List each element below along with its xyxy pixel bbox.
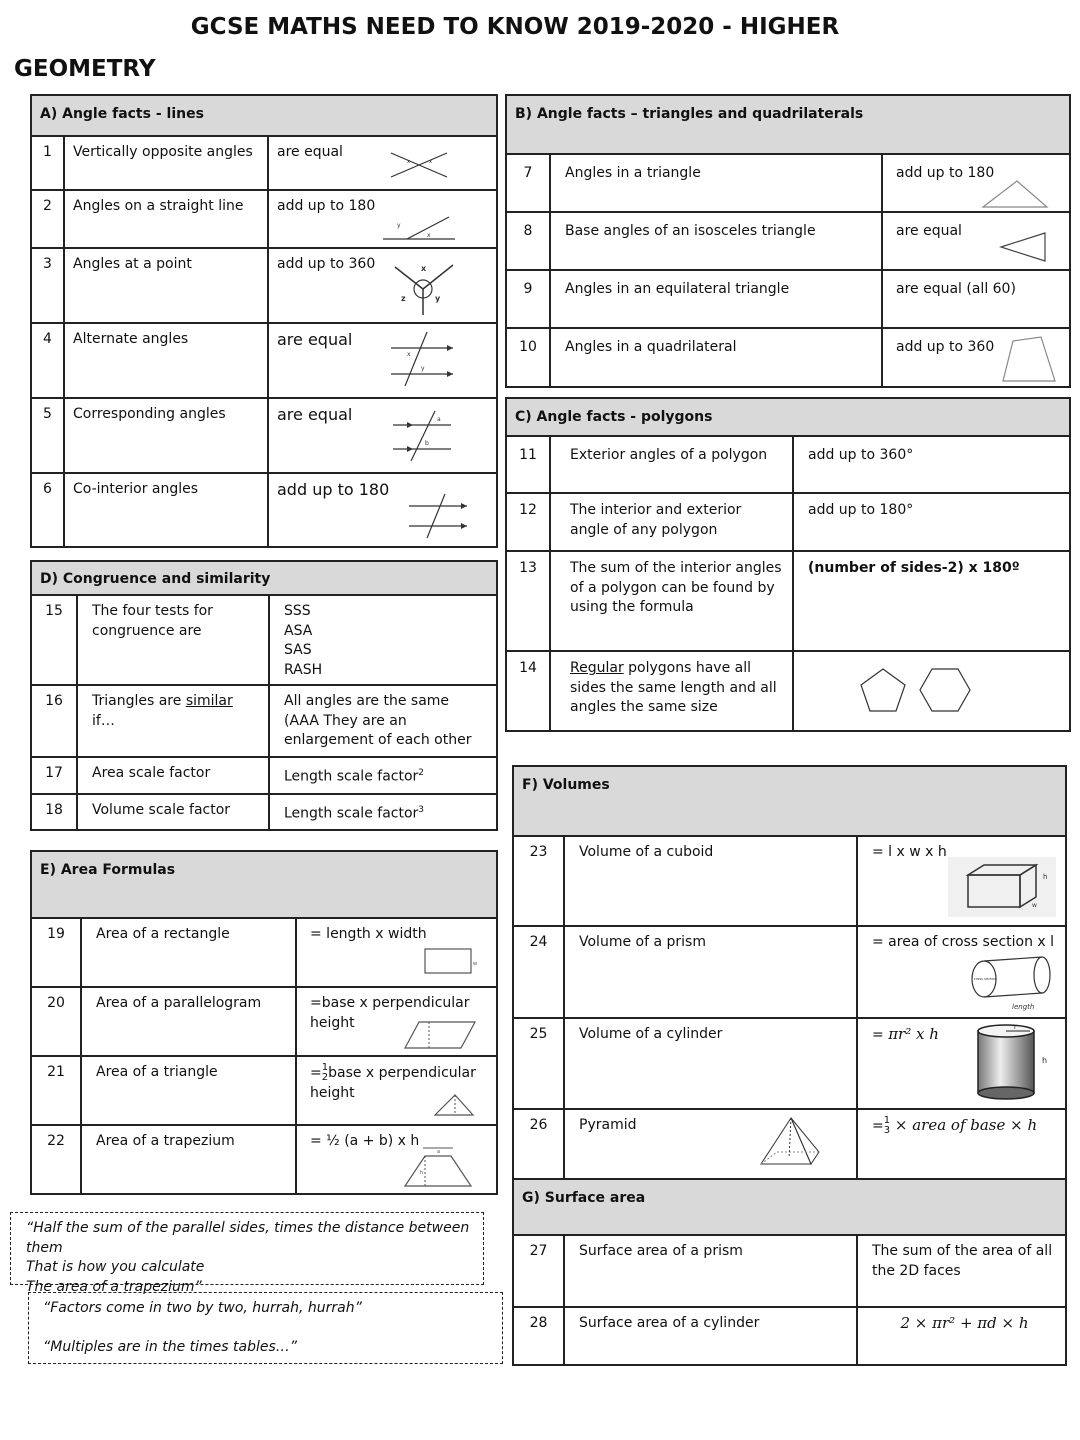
table-surface-area bbox=[512, 1178, 1067, 1366]
isosceles-triangle-icon bbox=[999, 231, 1049, 265]
table-row: 27 Surface area of a prism The sum of the area of all the 2D faces bbox=[513, 1235, 1066, 1307]
table-angle-facts-lines bbox=[30, 94, 498, 548]
svg-text:x: x bbox=[427, 232, 431, 239]
table-row: 16 Triangles are similar if… All angles are the same (AAA They are an enlargement of each other bbox=[31, 685, 497, 757]
crossing-lines-icon bbox=[389, 149, 449, 181]
table-heading: E) Area Formulas bbox=[31, 851, 497, 918]
table-row: 7 Angles in a triangle add up to 180 bbox=[506, 154, 1070, 212]
svg-text:length: length bbox=[1012, 1003, 1035, 1011]
table-row: 3 Angles at a point add up to 360 x y z bbox=[31, 248, 497, 323]
svg-text:y: y bbox=[421, 365, 425, 372]
table-row: 26 Pyramid =1 3 × area of base × h bbox=[513, 1109, 1066, 1179]
factors-rhyme-box: “Factors come in two by two, hurrah, hurrah” “Multiples are in the times tables…” bbox=[28, 1292, 503, 1364]
svg-text:b: b bbox=[425, 440, 429, 447]
table-row: 15 The four tests for congruence are SSS ASA SAS RASH bbox=[31, 595, 497, 685]
table-row: 4 Alternate angles are equal x y bbox=[31, 323, 497, 398]
svg-text:x: x bbox=[407, 351, 411, 358]
table-heading: D) Congruence and similarity bbox=[31, 561, 497, 595]
svg-text:x: x bbox=[429, 159, 432, 165]
svg-text:y: y bbox=[435, 294, 441, 303]
svg-text:r: r bbox=[1014, 1024, 1017, 1031]
parallelogram-icon bbox=[403, 1018, 479, 1054]
svg-text:x: x bbox=[407, 159, 410, 165]
cuboid-icon bbox=[948, 857, 1056, 917]
table-heading: A) Angle facts - lines bbox=[31, 95, 497, 136]
svg-text:w: w bbox=[1032, 902, 1037, 909]
table-row: 10 Angles in a quadrilateral add up to 360 bbox=[506, 328, 1070, 387]
corresponding-angles-icon bbox=[389, 409, 455, 463]
svg-text:w: w bbox=[473, 961, 478, 967]
table-row: 19 Area of a rectangle = length x width w bbox=[31, 918, 497, 987]
table-heading: F) Volumes bbox=[513, 766, 1066, 836]
table-volumes bbox=[512, 765, 1067, 1180]
co-interior-angles-icon bbox=[405, 492, 471, 540]
table-row: 6 Co-interior angles add up to 180 bbox=[31, 473, 497, 547]
triangle-area-icon bbox=[431, 1091, 477, 1119]
svg-text:a: a bbox=[437, 1149, 441, 1155]
triangle-icon bbox=[979, 177, 1051, 209]
table-row: 23 Volume of a cuboid = l x w x h h w bbox=[513, 836, 1066, 926]
table-row: 1 Vertically opposite angles are equal x x bbox=[31, 136, 497, 190]
table-row: 21 Area of a triangle =1 2base x perpendicular height bbox=[31, 1056, 497, 1125]
rectangle-icon bbox=[421, 943, 479, 977]
table-angle-facts-polygons bbox=[505, 397, 1071, 732]
table-row: 20 Area of a parallelogram =base x perpendicular height bbox=[31, 987, 497, 1056]
table-row: 8 Base angles of an isosceles triangle are equal bbox=[506, 212, 1070, 270]
svg-text:cross section: cross section bbox=[974, 977, 997, 981]
section-heading: GEOMETRY bbox=[14, 56, 156, 82]
table-row: 22 Area of a trapezium = ½ (a + b) x h a h bbox=[31, 1125, 497, 1194]
table-heading: B) Angle facts – triangles and quadrilaterals bbox=[506, 95, 1070, 154]
table-row: 12 The interior and exterior angle of any polygon add up to 180° bbox=[506, 493, 1070, 551]
svg-text:z: z bbox=[401, 294, 406, 303]
svg-text:a: a bbox=[437, 416, 441, 423]
table-angle-facts-triangles bbox=[505, 94, 1071, 388]
straight-line-angles-icon bbox=[381, 213, 457, 243]
table-row: 5 Corresponding angles are equal a b bbox=[31, 398, 497, 473]
svg-text:y: y bbox=[397, 222, 401, 229]
table-congruence-similarity bbox=[30, 560, 498, 831]
page-title: GCSE MATHS NEED TO KNOW 2019-2020 - HIGHER bbox=[190, 14, 840, 40]
trapezium-rhyme-box: “Half the sum of the parallel sides, times the distance between them That is how you calculate The area of a trapezium” bbox=[10, 1212, 484, 1285]
table-row: 14 Regular polygons have all sides the same length and all angles the same size bbox=[506, 651, 1070, 731]
svg-text:h: h bbox=[420, 1170, 424, 1176]
table-area-formulas bbox=[30, 850, 498, 1195]
table-row: 2 Angles on a straight line add up to 180 y x bbox=[31, 190, 497, 248]
hexagon-icon bbox=[918, 666, 972, 714]
quadrilateral-icon bbox=[999, 333, 1059, 385]
trapezium-icon bbox=[401, 1144, 479, 1192]
angles-at-point-icon bbox=[387, 259, 459, 317]
table-row: 11 Exterior angles of a polygon add up to 360° bbox=[506, 436, 1070, 493]
table-row: 24 Volume of a prism = area of cross section x l cross section length bbox=[513, 926, 1066, 1018]
table-row: 9 Angles in an equilateral triangle are equal (all 60) bbox=[506, 270, 1070, 328]
table-row: 28 Surface area of a cylinder 2 × πr² + πd × h bbox=[513, 1307, 1066, 1365]
pentagon-icon bbox=[858, 666, 908, 714]
table-row: 18 Volume scale factor Length scale factor$^3$ bbox=[31, 794, 497, 830]
alternate-angles-icon bbox=[387, 330, 457, 388]
table-row: 13 The sum of the interior angles of a polygon can be found by using the formula (number of sides-2) x 180º bbox=[506, 551, 1070, 651]
svg-text:h: h bbox=[1043, 873, 1048, 881]
svg-text:h: h bbox=[1042, 1056, 1048, 1065]
pyramid-icon bbox=[757, 1116, 821, 1168]
table-row: 17 Area scale factor Length scale factor$^2$ bbox=[31, 757, 497, 794]
svg-text:x: x bbox=[421, 264, 427, 273]
cylinder-icon bbox=[974, 1023, 1054, 1103]
table-row: 25 Volume of a cylinder = πr² x h r h bbox=[513, 1018, 1066, 1109]
table-heading: C) Angle facts - polygons bbox=[506, 398, 1070, 436]
prism-icon bbox=[968, 955, 1056, 1013]
table-heading: G) Surface area bbox=[513, 1179, 1066, 1235]
